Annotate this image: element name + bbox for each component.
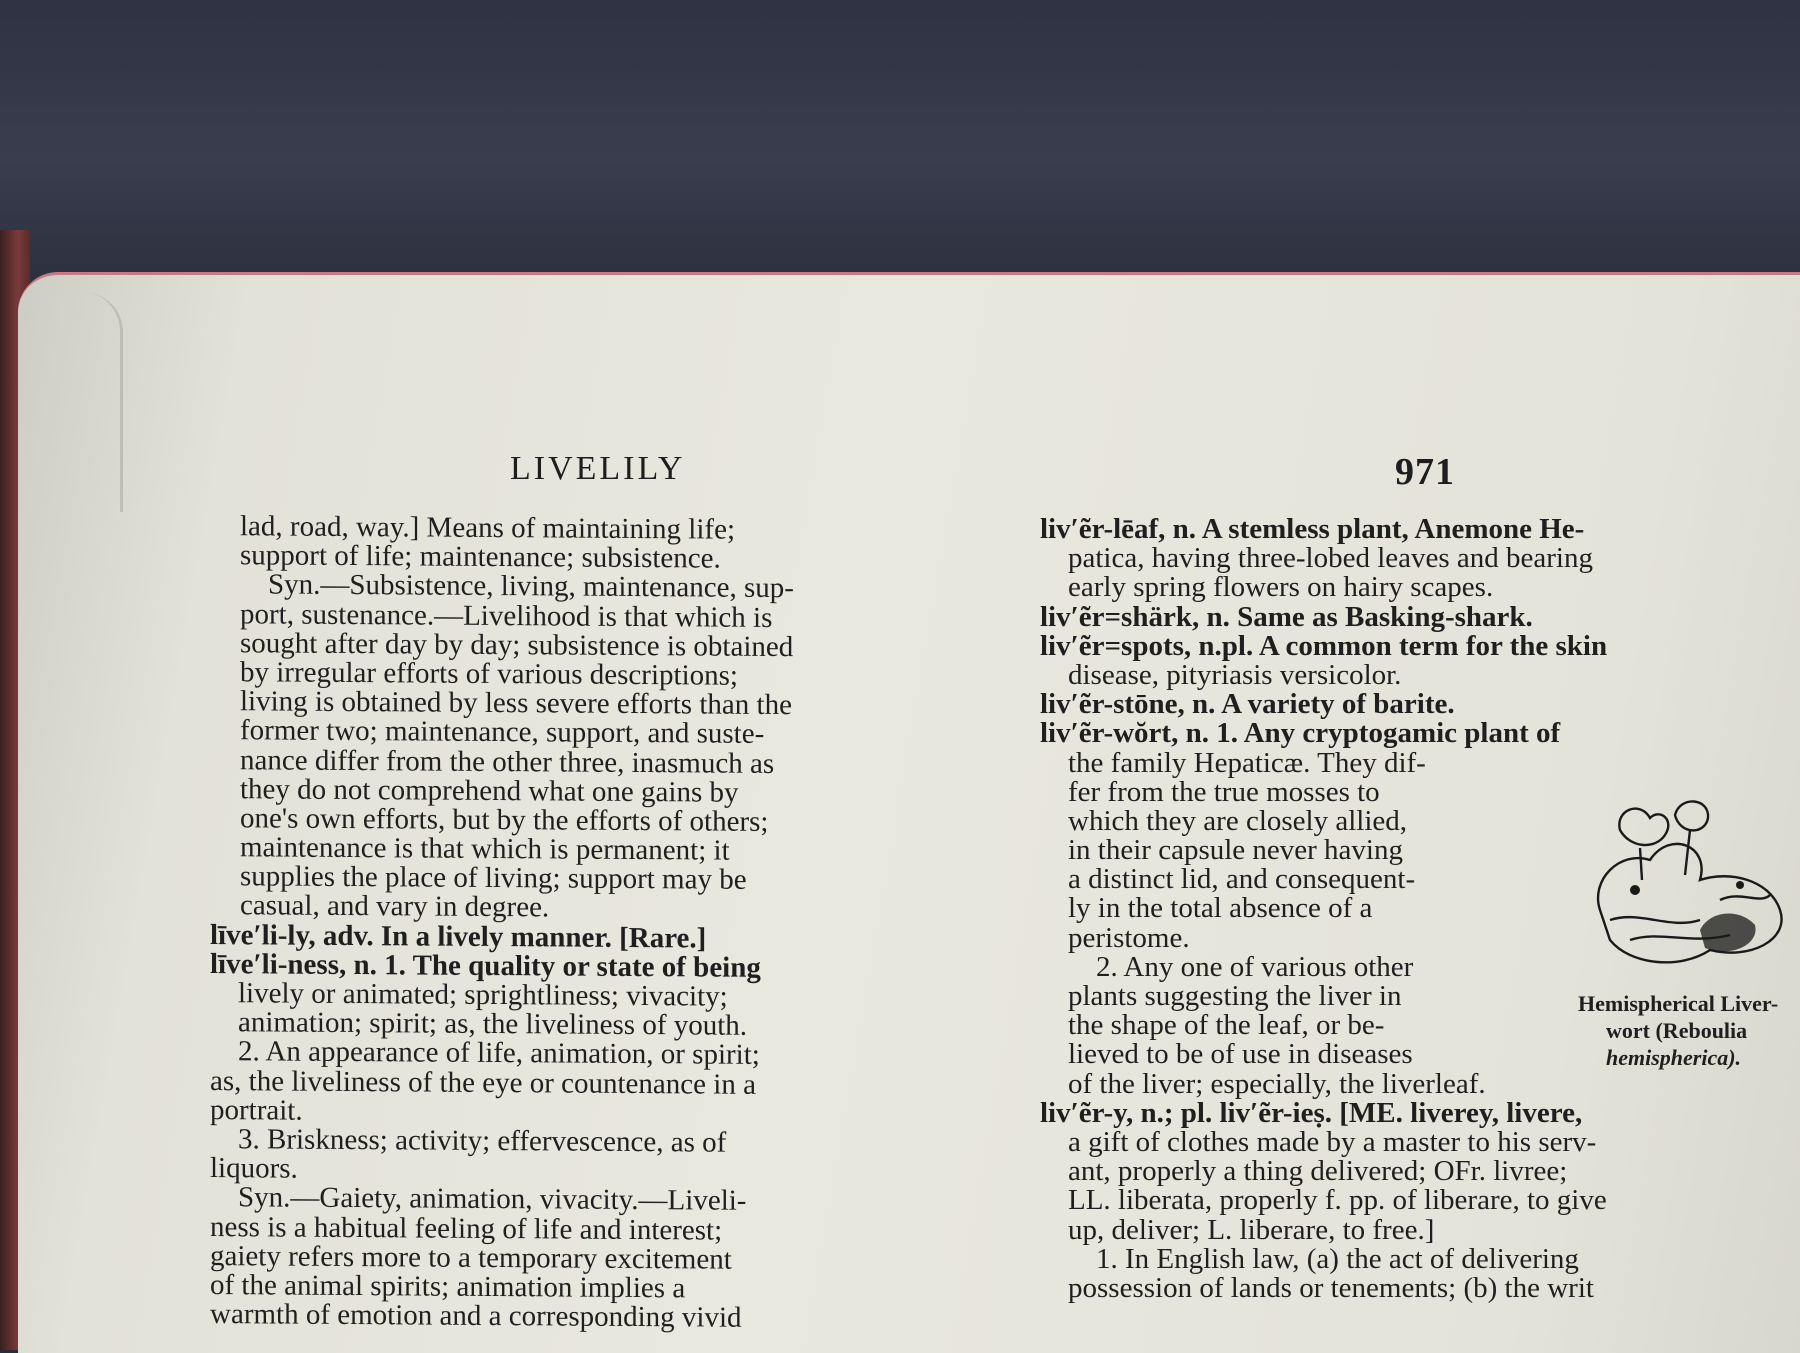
running-head: LIVELILY [510, 450, 686, 487]
text-line: lively or animated; sprightliness; vivacity; [238, 977, 728, 1013]
text-line: by irregular efforts of various descriptions; [240, 656, 738, 692]
text-line: support of life; maintenance; subsistence. [240, 539, 721, 575]
text-line: LL. liberata, properly f. pp. of liberare, to give [1068, 1184, 1607, 1217]
text-line: as, the liveliness of the eye or countenance in a [210, 1064, 756, 1101]
text-line: up, deliver; L. liberare, to free.] [1068, 1213, 1435, 1246]
headword-entry: liv′ẽr=spots, n.pl. A common term for the skin [1040, 629, 1608, 662]
text-line: ly in the total absence of a [1068, 892, 1373, 925]
text-line: fer from the true mosses to [1068, 775, 1380, 808]
figure-caption [1578, 990, 1800, 1071]
headword-entry: līve′li-ness, n. 1. The quality or state of being [210, 947, 761, 984]
liverwort-illustration [1580, 790, 1800, 975]
text-line: casual, and vary in degree. [240, 889, 550, 924]
text-line: a gift of clothes made by a master to his serv- [1068, 1125, 1597, 1158]
text-line: Syn.—Subsistence, living, maintenance, sup- [268, 568, 794, 605]
text-line: liquors. [210, 1152, 298, 1185]
dark-background [0, 0, 1800, 290]
headword-entry: liv′ẽr-wŏrt, n. 1. Any cryptogamic plant of [1040, 717, 1561, 750]
text-line: lieved to be of use in diseases [1068, 1038, 1413, 1071]
text-line: animation; spirit; as, the liveliness of youth. [238, 1006, 748, 1042]
text-line: one's own efforts, but by the efforts of others; [240, 802, 769, 838]
caption-line: wort (Reboulia [1606, 1018, 1748, 1043]
text-line: 1. In English law, (a) the act of delivering [1096, 1242, 1579, 1275]
headword-entry: liv′ẽr=shärk, n. Same as Basking-shark. [1040, 600, 1533, 633]
text-line: portrait. [210, 1093, 303, 1127]
text-line: of the liver; especially, the liverleaf. [1068, 1067, 1486, 1100]
text-line: plants suggesting the liver in [1068, 980, 1402, 1012]
text-line: disease, pityriasis versicolor. [1068, 658, 1402, 691]
text-line: sought after day by day; subsistence is obtained [240, 626, 794, 663]
text-line: former two; maintenance, support, and suste- [240, 714, 765, 751]
left-column [210, 510, 1030, 1335]
text-line: 2. Any one of various other [1096, 950, 1414, 983]
caption-line: hemispherica). [1606, 1045, 1742, 1070]
text-line: which they are closely allied, [1068, 804, 1408, 837]
text-line: possession of lands or tenements; (b) the writ [1068, 1271, 1594, 1304]
text-line: ness is a habitual feeling of life and interest; [210, 1210, 723, 1247]
text-line: of the animal spirits; animation implies a [210, 1268, 686, 1305]
headword-entry: līve′li-ly, adv. In a lively manner. [Rare.] [210, 918, 707, 955]
headword-entry: liv′ẽr-stōne, n. A variety of barite. [1040, 688, 1455, 721]
text-line: peristome. [1068, 921, 1190, 954]
text-line: warmth of emotion and a corresponding vivid [210, 1298, 742, 1334]
text-line: the family Hepaticæ. They dif- [1068, 746, 1426, 779]
text-line: a distinct lid, and consequent- [1068, 863, 1416, 896]
text-line: nance differ from the other three, inasmuch as [240, 743, 775, 780]
text-line: port, sustenance.—Livelihood is that which is [240, 597, 773, 634]
headword-entry: liv′ẽr-y, n.; pl. liv′ẽr-ieṣ. [ME. liverey, livere, [1040, 1096, 1583, 1129]
text-line: ant, properly a thing delivered; OFr. livree; [1068, 1155, 1568, 1188]
text-line: 3. Briskness; activity; effervescence, as of [238, 1123, 727, 1159]
text-line: living is obtained by less severe efforts than the [240, 685, 792, 722]
text-line: they do not comprehend what one gains by [240, 772, 739, 809]
text-line: gaiety refers more to a temporary excitement [210, 1239, 732, 1276]
text-line: Syn.—Gaiety, animation, vivacity.—Liveli- [238, 1181, 747, 1218]
page-number: 971 [1395, 451, 1455, 493]
text-line: lad, road, way.] Means of maintaining life; [240, 510, 735, 546]
text-line: the shape of the leaf, or be- [1068, 1009, 1385, 1042]
text-line: in their capsule never having [1068, 834, 1403, 867]
text-line: early spring flowers on hairy scapes. [1068, 571, 1494, 604]
headword-entry: liv′ẽr-lēaf, n. A stemless plant, Anemone He- [1040, 515, 1585, 545]
caption-line: Hemispherical Liver- [1578, 991, 1779, 1016]
text-line: 2. An appearance of life, animation, or spirit; [238, 1035, 760, 1072]
text-line: patica, having three-lobed leaves and bearing [1068, 542, 1593, 575]
page-tear [60, 292, 123, 512]
text-line: supplies the place of living; support may be [240, 860, 747, 897]
text-line: maintenance is that which is permanent; it [240, 831, 730, 867]
